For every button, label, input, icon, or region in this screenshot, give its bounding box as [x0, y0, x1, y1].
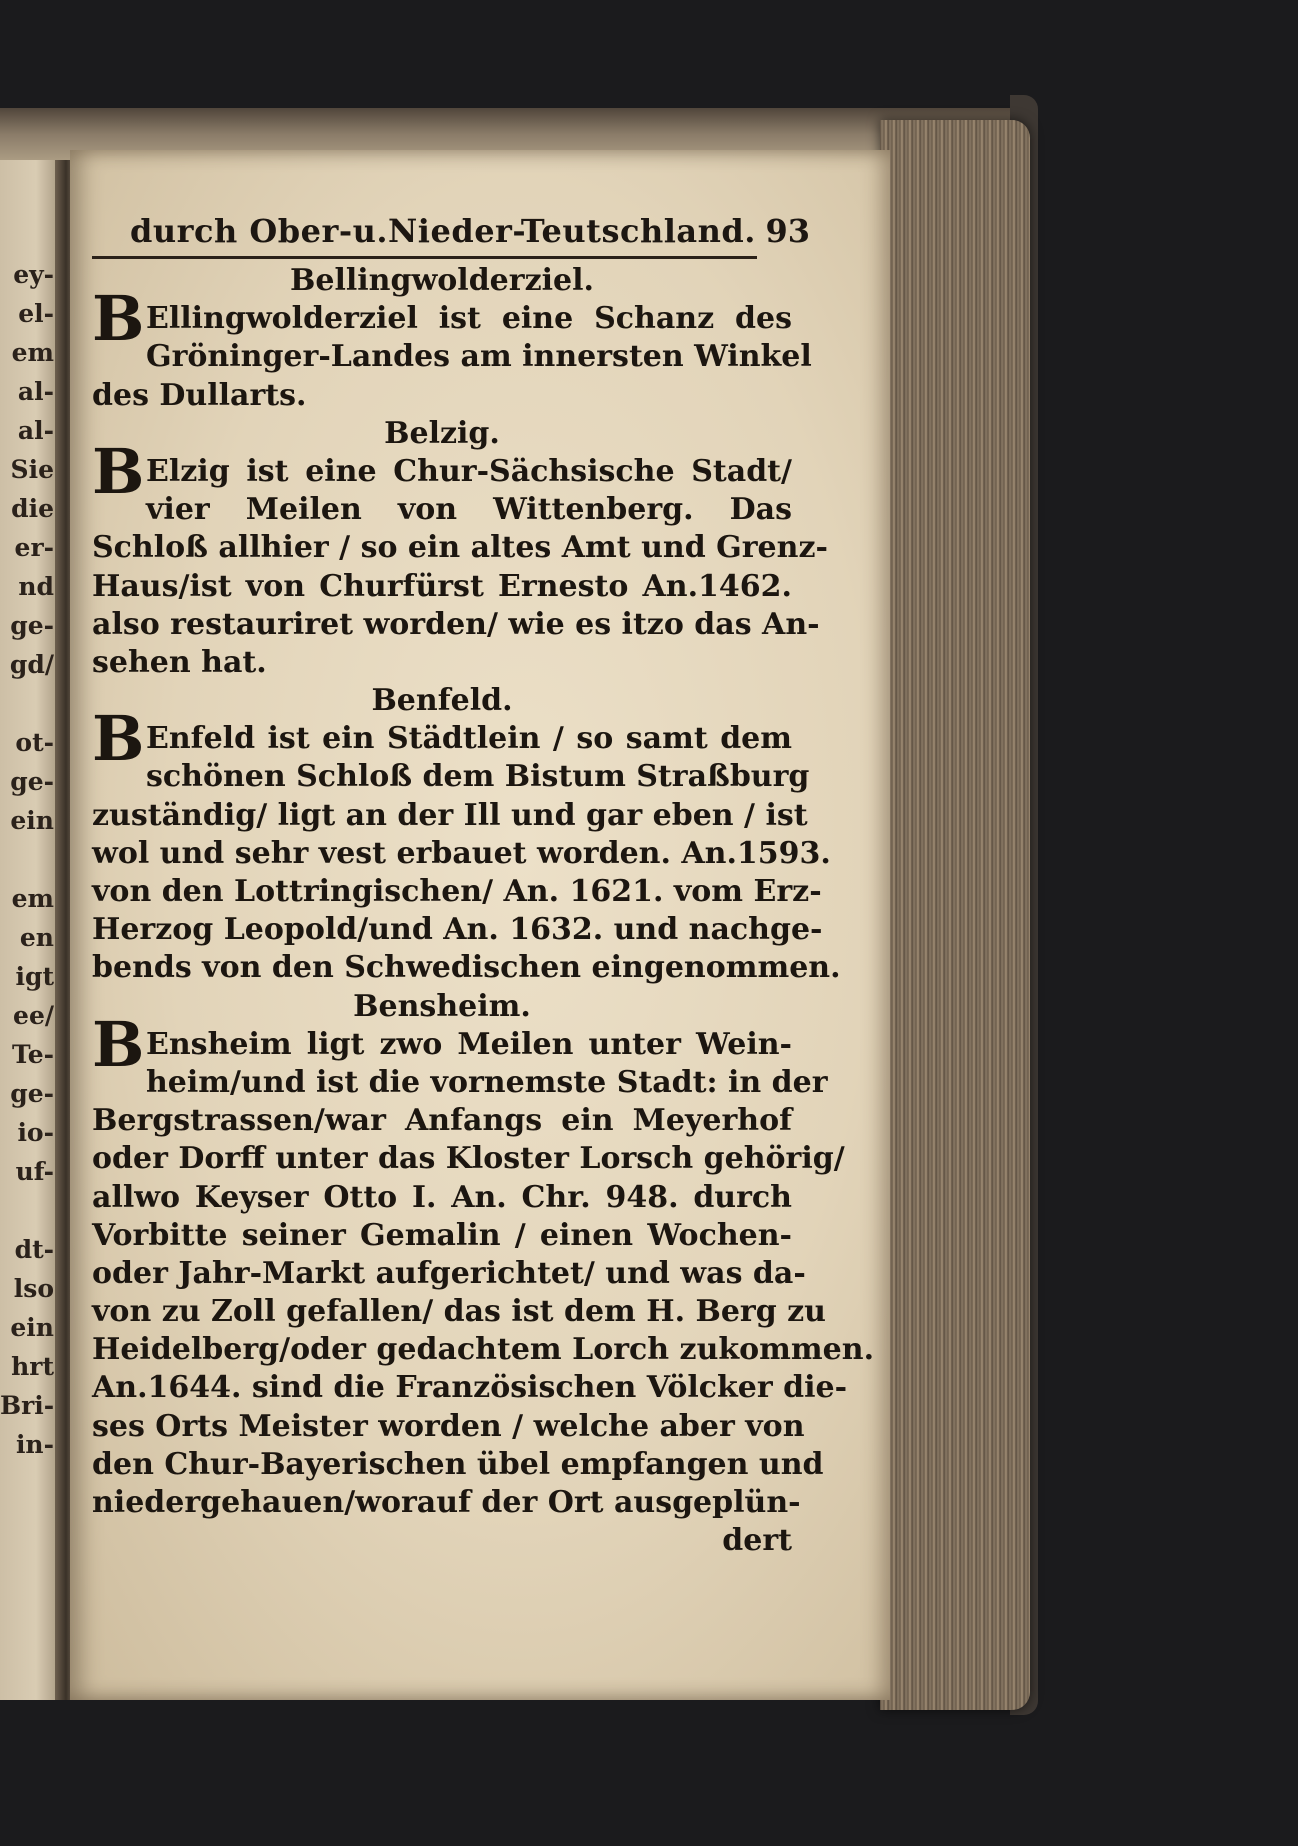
- entry-line: vier Meilen von Wittenberg. Das: [146, 492, 792, 528]
- left-fragment: ein: [10, 806, 54, 835]
- entry-line: An.1644. sind die Französischen Völcker die-: [92, 1370, 848, 1406]
- entry-line: zuständig/ ligt an der Ill und gar eben / ist: [92, 797, 808, 833]
- left-fragment: Bri-: [0, 1391, 55, 1420]
- entry-line: Haus/ist von Churfürst Ernesto An.1462.: [92, 568, 792, 604]
- entry-first-line: [92, 282, 792, 356]
- left-fragment: ge-: [10, 611, 54, 640]
- drop-capital: B: [92, 1007, 145, 1081]
- left-fragment: ge-: [10, 767, 54, 796]
- left-fragment: ee/: [13, 1001, 54, 1030]
- left-fragment: in-: [15, 1430, 54, 1459]
- entry-heading: Benfeld.: [371, 683, 513, 719]
- left-fragment: Sie: [10, 455, 54, 484]
- entry-line: oder Jahr-Markt aufgerichtet/ und was da-: [92, 1255, 806, 1291]
- left-page-text-fragments: [0, 255, 58, 1464]
- entry-line: sehen hat.: [92, 644, 267, 680]
- entry-line: also restauriret worden/ wie es itzo das An-: [92, 606, 820, 642]
- left-fragment: dt-: [14, 1235, 54, 1264]
- entry-line-text: Ellingwolderziel ist eine Schanz des: [146, 301, 792, 337]
- entry-first-line: [92, 702, 792, 776]
- fore-edge-page-stack: [880, 120, 1030, 1710]
- entry-first-line: [92, 1007, 792, 1081]
- entry-line: Herzog Leopold/und An. 1632. und nachge-: [92, 912, 823, 948]
- entry-line: bends von den Schwedischen eingenommen.: [92, 950, 841, 986]
- left-fragment: er-: [14, 533, 54, 562]
- entry-line: Heidelberg/oder gedachtem Lorch zukommen.: [92, 1332, 875, 1368]
- left-fragment: al-: [17, 377, 54, 406]
- entry-line-text: Enfeld ist ein Städtlein / so samt dem: [146, 721, 792, 757]
- left-fragment: em: [11, 884, 54, 913]
- entry-line: ses Orts Meister worden / welche aber von: [92, 1408, 805, 1444]
- left-fragment: en: [19, 923, 54, 952]
- left-fragment: el-: [18, 299, 54, 328]
- left-fragment: ot-: [15, 728, 54, 757]
- left-fragment: ge-: [10, 1079, 54, 1108]
- running-title: durch Ober-u.Nieder-Teutschland.: [130, 212, 756, 250]
- entry-line: Schloß allhier / so ein altes Amt und Grenz-: [92, 530, 828, 566]
- entry-line-text: Ensheim ligt zwo Meilen unter Wein-: [146, 1026, 792, 1062]
- entry-heading: Bellingwolderziel.: [290, 263, 594, 298]
- left-fragment: lso: [13, 1274, 54, 1303]
- entry-line: Gröninger-Landes am innersten Winkel: [146, 339, 812, 375]
- drop-capital: B: [92, 702, 145, 776]
- left-fragment: uf-: [15, 1157, 54, 1186]
- entry-line: schönen Schloß dem Bistum Straßburg: [146, 759, 810, 795]
- left-fragment: em: [11, 338, 54, 367]
- left-fragment: die: [11, 494, 54, 523]
- left-fragment: Te-: [11, 1040, 54, 1069]
- entry-line: oder Dorff unter das Kloster Lorsch gehörig/: [92, 1141, 845, 1177]
- entry-line-text: Elzig ist eine Chur-Sächsische Stadt/: [146, 453, 792, 489]
- entry-heading: Belzig.: [384, 415, 500, 451]
- entry-line: allwo Keyser Otto I. An. Chr. 948. durch: [92, 1179, 792, 1215]
- left-fragment: nd: [18, 572, 54, 601]
- entry-line: von zu Zoll gefallen/ das ist dem H. Berg zu: [92, 1294, 826, 1330]
- page-number: 93: [765, 212, 810, 250]
- drop-capital: B: [92, 282, 145, 356]
- left-fragment: hrt: [11, 1352, 54, 1381]
- entry-heading: Bensheim.: [353, 988, 531, 1024]
- entry-line: niedergehauen/worauf der Ort ausgeplün-: [92, 1485, 801, 1520]
- left-fragment: gd/: [9, 650, 54, 679]
- entry-line: den Chur-Bayerischen übel empfangen und: [92, 1446, 824, 1482]
- left-fragment: igt: [15, 962, 54, 991]
- entry-line: wol und sehr vest erbauet worden. An.1593.: [92, 835, 831, 871]
- entry-line: Bergstrassen/war Anfangs ein Meyerhof: [92, 1103, 792, 1139]
- running-header: [130, 200, 810, 250]
- header-rule: [92, 256, 757, 259]
- entry-first-line: [92, 434, 792, 508]
- entry-line: von den Lottringischen/ An. 1621. vom Erz-: [92, 874, 822, 909]
- entry-line: heim/und ist die vornemste Stadt: in der: [146, 1064, 828, 1100]
- left-fragment: ey-: [13, 260, 54, 289]
- page-body-text: [92, 262, 875, 1560]
- left-fragment: ein: [10, 1313, 54, 1342]
- catchword: dert: [722, 1523, 792, 1559]
- left-fragment: al-: [17, 416, 54, 445]
- entry-line: Vorbitte seiner Gemalin / einen Wochen-: [92, 1217, 792, 1253]
- left-fragment: io-: [17, 1118, 54, 1147]
- entry-line: des Dullarts.: [92, 377, 307, 413]
- drop-capital: B: [92, 434, 145, 508]
